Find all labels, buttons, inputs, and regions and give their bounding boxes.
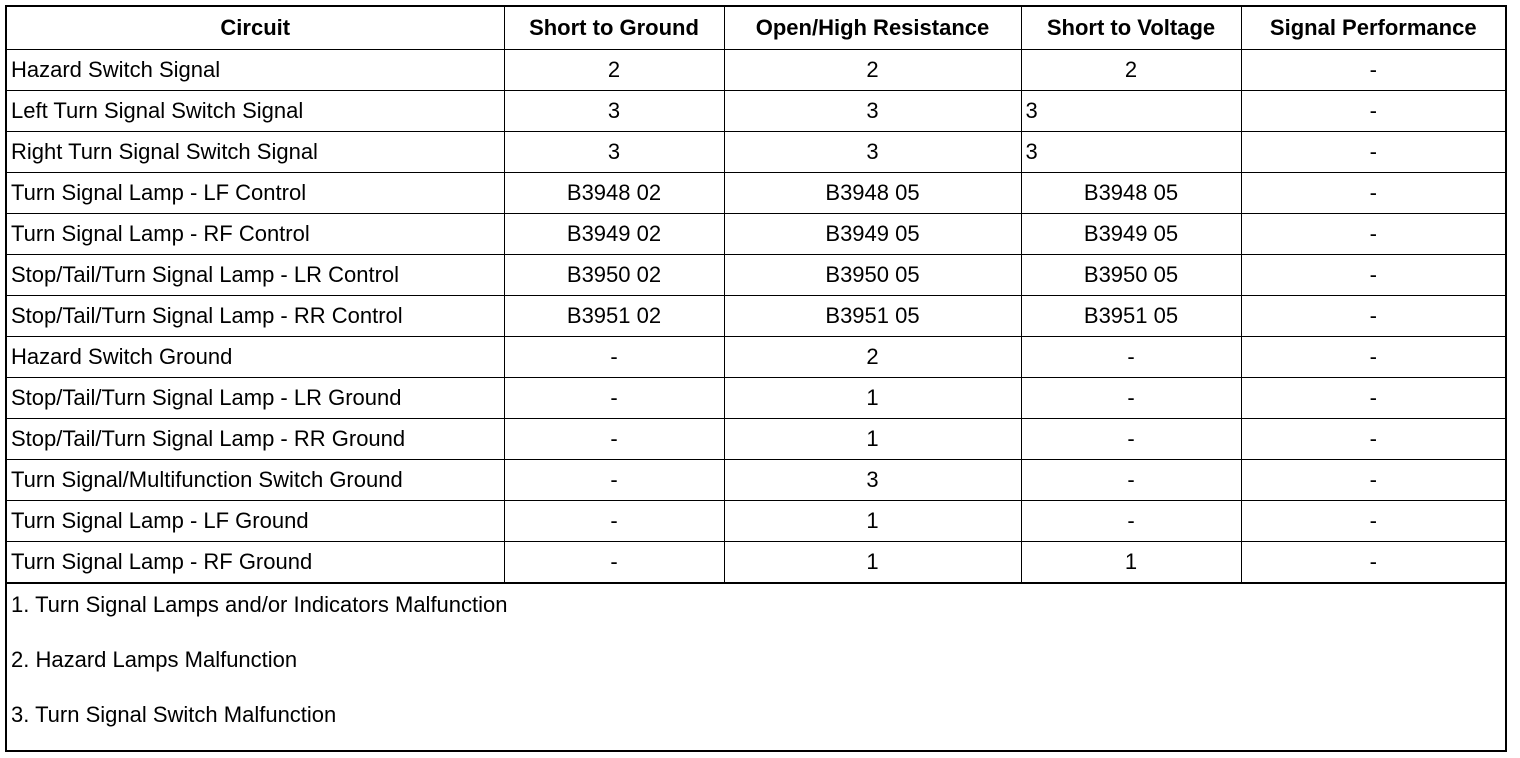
cell-short-to-voltage: 1 [1021,541,1241,582]
cell-short-to-ground: - [504,500,724,541]
header-row [7,7,1505,49]
cell-short-to-ground: - [504,377,724,418]
cell-circuit: Turn Signal Lamp - LF Ground [7,500,504,541]
table-row [7,377,1505,418]
cell-signal-performance: - [1241,90,1505,131]
cell-short-to-voltage: B3948 05 [1021,172,1241,213]
cell-signal-performance: - [1241,295,1505,336]
footnote-2: 2. Hazard Lamps Malfunction [11,646,298,672]
cell-open-high-resistance: B3948 05 [724,172,1021,213]
cell-circuit: Stop/Tail/Turn Signal Lamp - RR Ground [7,418,504,459]
cell-short-to-ground: - [504,336,724,377]
table-row [7,131,1505,172]
cell-open-high-resistance: 1 [724,377,1021,418]
cell-open-high-resistance: B3950 05 [724,254,1021,295]
cell-short-to-ground: 3 [504,90,724,131]
cell-short-to-voltage: - [1021,459,1241,500]
cell-signal-performance: - [1241,541,1505,582]
cell-signal-performance: - [1241,418,1505,459]
cell-short-to-voltage: B3950 05 [1021,254,1241,295]
header-circuit: Circuit [7,7,504,49]
cell-circuit: Hazard Switch Ground [7,336,504,377]
table-row [7,336,1505,377]
cell-open-high-resistance: 1 [724,418,1021,459]
cell-circuit: Stop/Tail/Turn Signal Lamp - LR Ground [7,377,504,418]
cell-signal-performance: - [1241,131,1505,172]
cell-circuit: Hazard Switch Signal [7,49,504,90]
cell-signal-performance: - [1241,459,1505,500]
table-row [7,213,1505,254]
cell-short-to-voltage: - [1021,418,1241,459]
header-open-high-resistance: Open/High Resistance [724,7,1021,49]
table-row [7,541,1505,582]
cell-open-high-resistance: 1 [724,541,1021,582]
table-row [7,90,1505,131]
cell-circuit: Left Turn Signal Switch Signal [7,90,504,131]
footnote-1: 1. Turn Signal Lamps and/or Indicators Malfunction [11,591,508,617]
cell-short-to-ground: B3950 02 [504,254,724,295]
cell-signal-performance: - [1241,336,1505,377]
cell-short-to-ground: - [504,418,724,459]
cell-open-high-resistance: 2 [724,49,1021,90]
header-short-to-voltage: Short to Voltage [1021,7,1241,49]
cell-short-to-voltage: - [1021,500,1241,541]
cell-short-to-ground: 2 [504,49,724,90]
cell-short-to-voltage: 2 [1021,49,1241,90]
cell-short-to-voltage: - [1021,336,1241,377]
footnote-3: 3. Turn Signal Switch Malfunction [11,701,337,727]
cell-short-to-ground: B3948 02 [504,172,724,213]
cell-circuit: Turn Signal/Multifunction Switch Ground [7,459,504,500]
cell-open-high-resistance: 3 [724,131,1021,172]
cell-circuit: Turn Signal Lamp - LF Control [7,172,504,213]
cell-circuit: Stop/Tail/Turn Signal Lamp - RR Control [7,295,504,336]
table-row [7,500,1505,541]
table-row [7,49,1505,90]
cell-circuit: Turn Signal Lamp - RF Ground [7,541,504,582]
cell-short-to-voltage: 3 [1021,90,1241,131]
cell-short-to-voltage: B3951 05 [1021,295,1241,336]
diagnostic-table-sheet [5,5,1507,752]
header-signal-performance: Signal Performance [1241,7,1505,49]
cell-open-high-resistance: 3 [724,459,1021,500]
header-short-to-ground: Short to Ground [504,7,724,49]
cell-circuit: Stop/Tail/Turn Signal Lamp - LR Control [7,254,504,295]
cell-open-high-resistance: 3 [724,90,1021,131]
cell-circuit: Turn Signal Lamp - RF Control [7,213,504,254]
cell-signal-performance: - [1241,254,1505,295]
cell-short-to-ground: 3 [504,131,724,172]
cell-open-high-resistance: 2 [724,336,1021,377]
table-row [7,418,1505,459]
circuit-fault-table [7,7,1505,583]
table-row [7,254,1505,295]
footnotes [7,583,1505,728]
cell-signal-performance: - [1241,377,1505,418]
table-row [7,459,1505,500]
cell-signal-performance: - [1241,213,1505,254]
cell-signal-performance: - [1241,500,1505,541]
cell-signal-performance: - [1241,49,1505,90]
cell-signal-performance: - [1241,172,1505,213]
cell-short-to-voltage: 3 [1021,131,1241,172]
cell-short-to-voltage: - [1021,377,1241,418]
cell-short-to-voltage: B3949 05 [1021,213,1241,254]
cell-short-to-ground: - [504,541,724,582]
table-row [7,172,1505,213]
cell-short-to-ground: B3949 02 [504,213,724,254]
table-row [7,295,1505,336]
cell-short-to-ground: - [504,459,724,500]
cell-circuit: Right Turn Signal Switch Signal [7,131,504,172]
cell-short-to-ground: B3951 02 [504,295,724,336]
cell-open-high-resistance: B3951 05 [724,295,1021,336]
cell-open-high-resistance: 1 [724,500,1021,541]
cell-open-high-resistance: B3949 05 [724,213,1021,254]
